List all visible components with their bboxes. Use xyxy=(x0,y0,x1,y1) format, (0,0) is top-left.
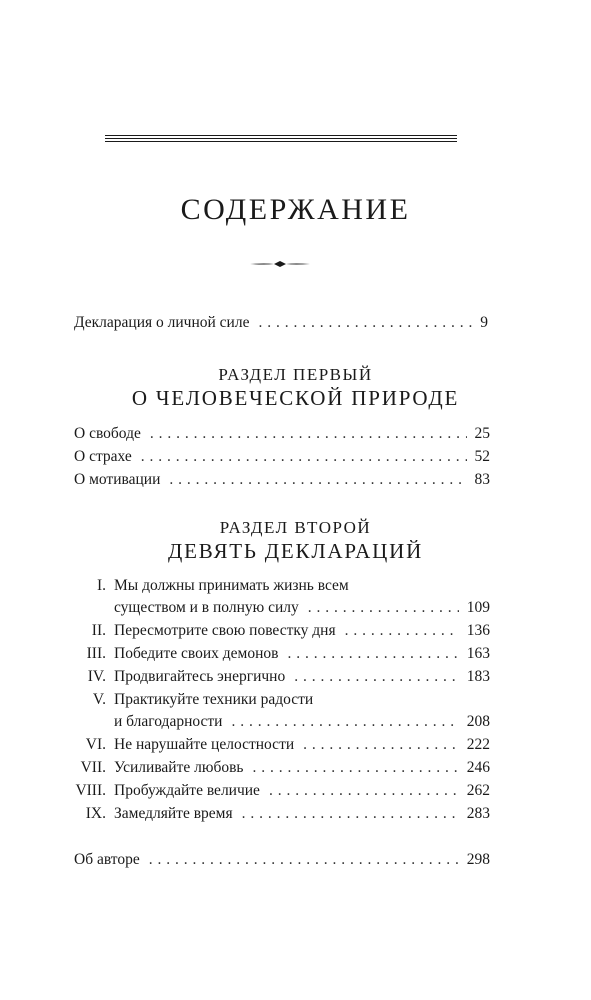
toc-entry[interactable] xyxy=(114,780,490,802)
roman-numeral: IX. xyxy=(85,805,106,822)
dot-leader xyxy=(258,312,472,334)
page-number: 83 xyxy=(474,471,490,488)
entry-title: существом и в полную силу xyxy=(114,599,299,616)
entry-title: О страхе xyxy=(74,448,132,465)
entry-title: Усиливайте любовь xyxy=(114,759,244,776)
section-title: О ЧЕЛОВЕЧЕСКОЙ ПРИРОДЕ xyxy=(131,386,460,410)
roman-numeral: IV. xyxy=(87,668,106,685)
entry-title: О мотивации xyxy=(74,471,161,488)
page-number: 9 xyxy=(480,314,488,331)
page-number: 222 xyxy=(466,736,490,753)
dot-leader xyxy=(294,666,459,688)
entry-title: Пересмотрите свою повестку дня xyxy=(114,622,336,639)
dot-leader xyxy=(269,780,459,802)
toc-entry[interactable] xyxy=(114,643,490,665)
toc-entry[interactable] xyxy=(74,469,490,491)
page-number: 183 xyxy=(466,668,490,685)
entry-title-line: Мы должны принимать жизнь всем xyxy=(114,577,349,594)
entry-title: Продвигайтесь энергично xyxy=(114,668,286,685)
toc-entry[interactable] xyxy=(114,597,490,619)
page-number: 208 xyxy=(466,713,490,730)
roman-numeral: VII. xyxy=(80,759,106,776)
section-label: РАЗДЕЛ ПЕРВЫЙ xyxy=(218,365,373,384)
entry-title: Об авторе xyxy=(74,851,140,868)
dot-leader xyxy=(150,423,467,445)
double-rule-divider xyxy=(105,135,457,143)
dot-leader xyxy=(169,469,466,491)
dot-leader xyxy=(308,597,459,619)
roman-numeral: V. xyxy=(92,691,106,708)
entry-title: и благодарности xyxy=(114,713,223,730)
page-number: 283 xyxy=(466,805,490,822)
toc-entry-intro[interactable] xyxy=(74,312,488,334)
entry-title: Декларация о личной силе xyxy=(74,314,250,331)
entry-title: Не нарушайте целостности xyxy=(114,736,295,753)
roman-numeral: I. xyxy=(96,577,106,594)
toc-entry[interactable] xyxy=(74,446,490,468)
dot-leader xyxy=(287,643,458,665)
roman-numeral: II. xyxy=(91,622,106,639)
roman-numeral: VIII. xyxy=(75,782,106,799)
page-number: 163 xyxy=(466,645,490,662)
toc-entry[interactable] xyxy=(114,757,490,779)
toc-entry[interactable] xyxy=(114,711,490,733)
toc-entry-about-author[interactable] xyxy=(74,849,490,871)
dot-leader xyxy=(141,446,467,468)
section-title: ДЕВЯТЬ ДЕКЛАРАЦИЙ xyxy=(167,539,424,563)
entry-title: О свободе xyxy=(74,425,141,442)
page-number: 136 xyxy=(466,622,490,639)
page-title: СОДЕРЖАНИЕ xyxy=(180,193,411,226)
dot-leader xyxy=(231,711,458,733)
dot-leader xyxy=(149,849,459,871)
dot-leader xyxy=(345,620,459,642)
page-number: 246 xyxy=(466,759,490,776)
entry-title-line: Практикуйте техники радости xyxy=(114,691,314,708)
toc-entry[interactable] xyxy=(114,734,490,756)
dot-leader xyxy=(303,734,459,756)
entry-title: Победите своих демонов xyxy=(114,645,279,662)
roman-numeral: VI. xyxy=(85,736,106,753)
dot-leader xyxy=(252,757,458,779)
toc-entry[interactable] xyxy=(114,666,490,688)
toc-entry[interactable] xyxy=(114,803,490,825)
roman-numeral: III. xyxy=(86,645,106,662)
entry-title: Пробуждайте величие xyxy=(114,782,260,799)
page-number: 298 xyxy=(466,851,490,868)
page-number: 109 xyxy=(466,599,490,616)
page-number: 262 xyxy=(466,782,490,799)
page-number: 52 xyxy=(474,448,490,465)
section-label: РАЗДЕЛ ВТОРОЙ xyxy=(219,518,372,537)
entry-title: Замедляйте время xyxy=(114,805,233,822)
dot-leader xyxy=(242,803,459,825)
page-number: 25 xyxy=(474,425,490,442)
toc-entry[interactable] xyxy=(114,620,490,642)
ornament-divider xyxy=(250,259,310,269)
toc-entry[interactable] xyxy=(74,423,490,445)
